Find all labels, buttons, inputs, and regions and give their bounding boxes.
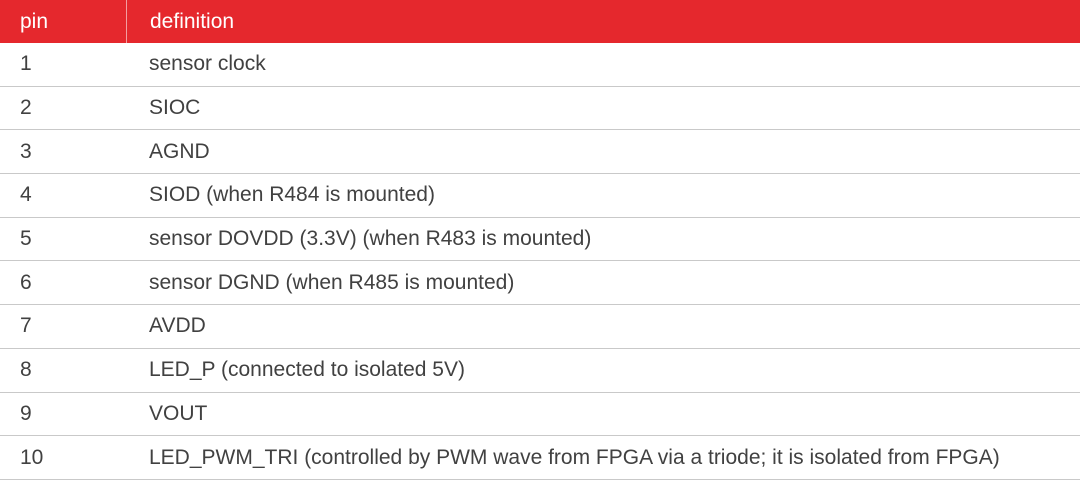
definition-cell: SIOD (when R484 is mounted) [149,183,435,207]
definition-cell: AVDD [149,314,206,338]
definition-cell: AGND [149,139,210,163]
definition-cell: sensor clock [149,52,266,76]
definition-cell: VOUT [149,401,208,425]
pin-cell: 2 [20,96,32,120]
pin-cell: 8 [20,358,32,382]
definition-cell: SIOC [149,96,201,120]
pin-cell: 7 [20,314,32,338]
pin-cell: 1 [20,52,32,76]
pin-cell: 6 [20,270,32,294]
pin-cell: 5 [20,227,32,251]
header-cell-pin: pin [20,9,49,33]
table-row [0,393,1080,437]
pin-cell: 10 [20,445,44,469]
table-row [0,305,1080,349]
pin-cell: 4 [20,183,32,207]
table-row [0,130,1080,174]
table-row [0,436,1080,480]
table-row [0,174,1080,218]
table-row [0,261,1080,305]
definition-cell: LED_PWM_TRI (controlled by PWM wave from FPGA via a triode; it is isolated from FPGA) [149,445,1000,469]
table-row [0,87,1080,131]
definition-cell: sensor DOVDD (3.3V) (when R483 is mounted) [149,227,592,251]
table-row [0,349,1080,393]
header-cell-definition: definition [126,0,1080,43]
pin-cell: 9 [20,401,32,425]
table-row [0,218,1080,262]
pin-cell: 3 [20,139,32,163]
definition-cell: sensor DGND (when R485 is mounted) [149,270,515,294]
table-body [0,43,1080,480]
table-row [0,43,1080,87]
definition-cell: LED_P (connected to isolated 5V) [149,358,465,382]
table-header [0,0,1080,43]
